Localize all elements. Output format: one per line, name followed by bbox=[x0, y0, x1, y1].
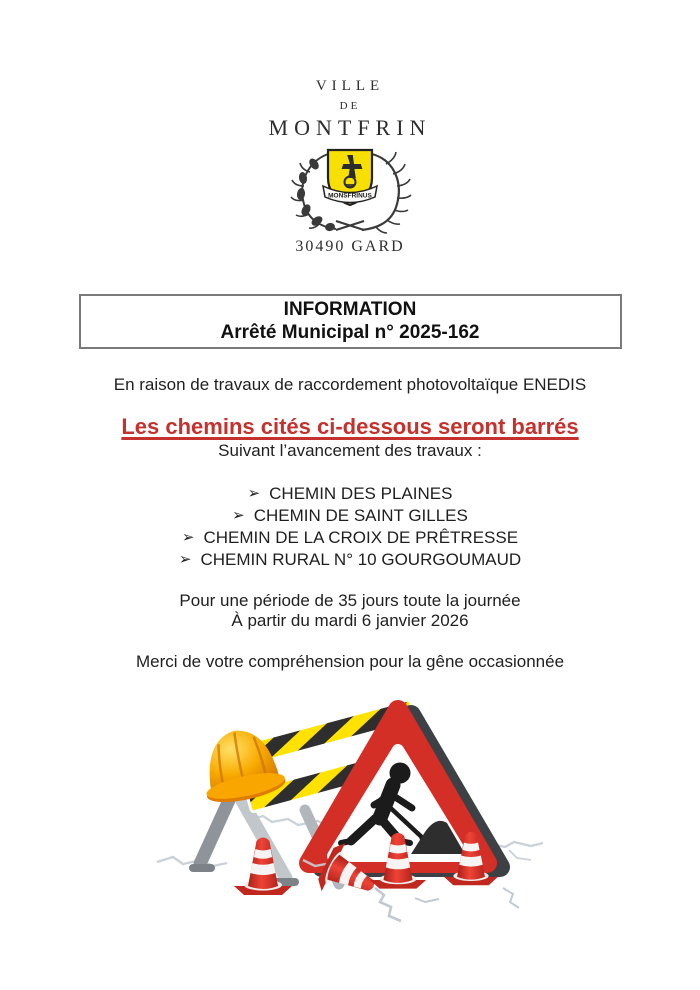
arrow-bullet-icon: ➢ bbox=[178, 551, 192, 568]
crest-motto: MONSFRINUS bbox=[328, 192, 372, 200]
crossed-stems-icon bbox=[336, 221, 364, 230]
road-name: CHEMIN DE LA CROIX DE PRÊTRESSE bbox=[203, 528, 519, 547]
thanks-text: Merci de votre compréhension pour la gêne occasionnée bbox=[135, 652, 565, 671]
roadworks-clipart bbox=[153, 692, 548, 924]
subtitle-text: Suivant l’avancement des travaux : bbox=[218, 441, 482, 460]
notice-subtitle-decree-number: Arrêté Municipal n° 2025-162 bbox=[220, 322, 480, 343]
road-name: CHEMIN DE SAINT GILLES bbox=[253, 506, 468, 525]
city-name-line2: DE bbox=[339, 100, 361, 112]
alert-headline: Les chemins cités ci-dessous seront barrés bbox=[121, 414, 579, 439]
road-name: CHEMIN RURAL N° 10 GOURGOUMAUD bbox=[200, 550, 522, 569]
duration-block bbox=[0, 591, 700, 631]
start-date-line: À partir du mardi 6 janvier 2026 bbox=[231, 611, 469, 630]
arrow-bullet-icon: ➢ bbox=[232, 507, 245, 524]
list-item bbox=[0, 549, 700, 571]
road-name: CHEMIN DES PLAINES bbox=[269, 484, 453, 503]
postal-code-line: 30490 GARD bbox=[295, 238, 405, 255]
arrow-bullet-icon: ➢ bbox=[247, 485, 261, 502]
city-name-line3: MONTFRIN bbox=[268, 115, 432, 140]
closed-roads-list bbox=[0, 483, 700, 571]
duration-line: Pour une période de 35 jours toute la journée bbox=[179, 591, 521, 610]
information-title-box bbox=[79, 294, 622, 349]
notice-title: INFORMATION bbox=[283, 299, 417, 320]
city-name-line1: VILLE bbox=[315, 78, 385, 94]
list-item bbox=[0, 483, 700, 505]
list-item bbox=[0, 527, 700, 549]
intro-text: En raison de travaux de raccordement photovoltaïque ENEDIS bbox=[113, 375, 587, 394]
list-item bbox=[0, 505, 700, 527]
arrow-bullet-icon: ➢ bbox=[181, 529, 195, 546]
cracked-ground-icon bbox=[375, 888, 519, 921]
montfrin-coat-of-arms-icon bbox=[288, 142, 412, 234]
